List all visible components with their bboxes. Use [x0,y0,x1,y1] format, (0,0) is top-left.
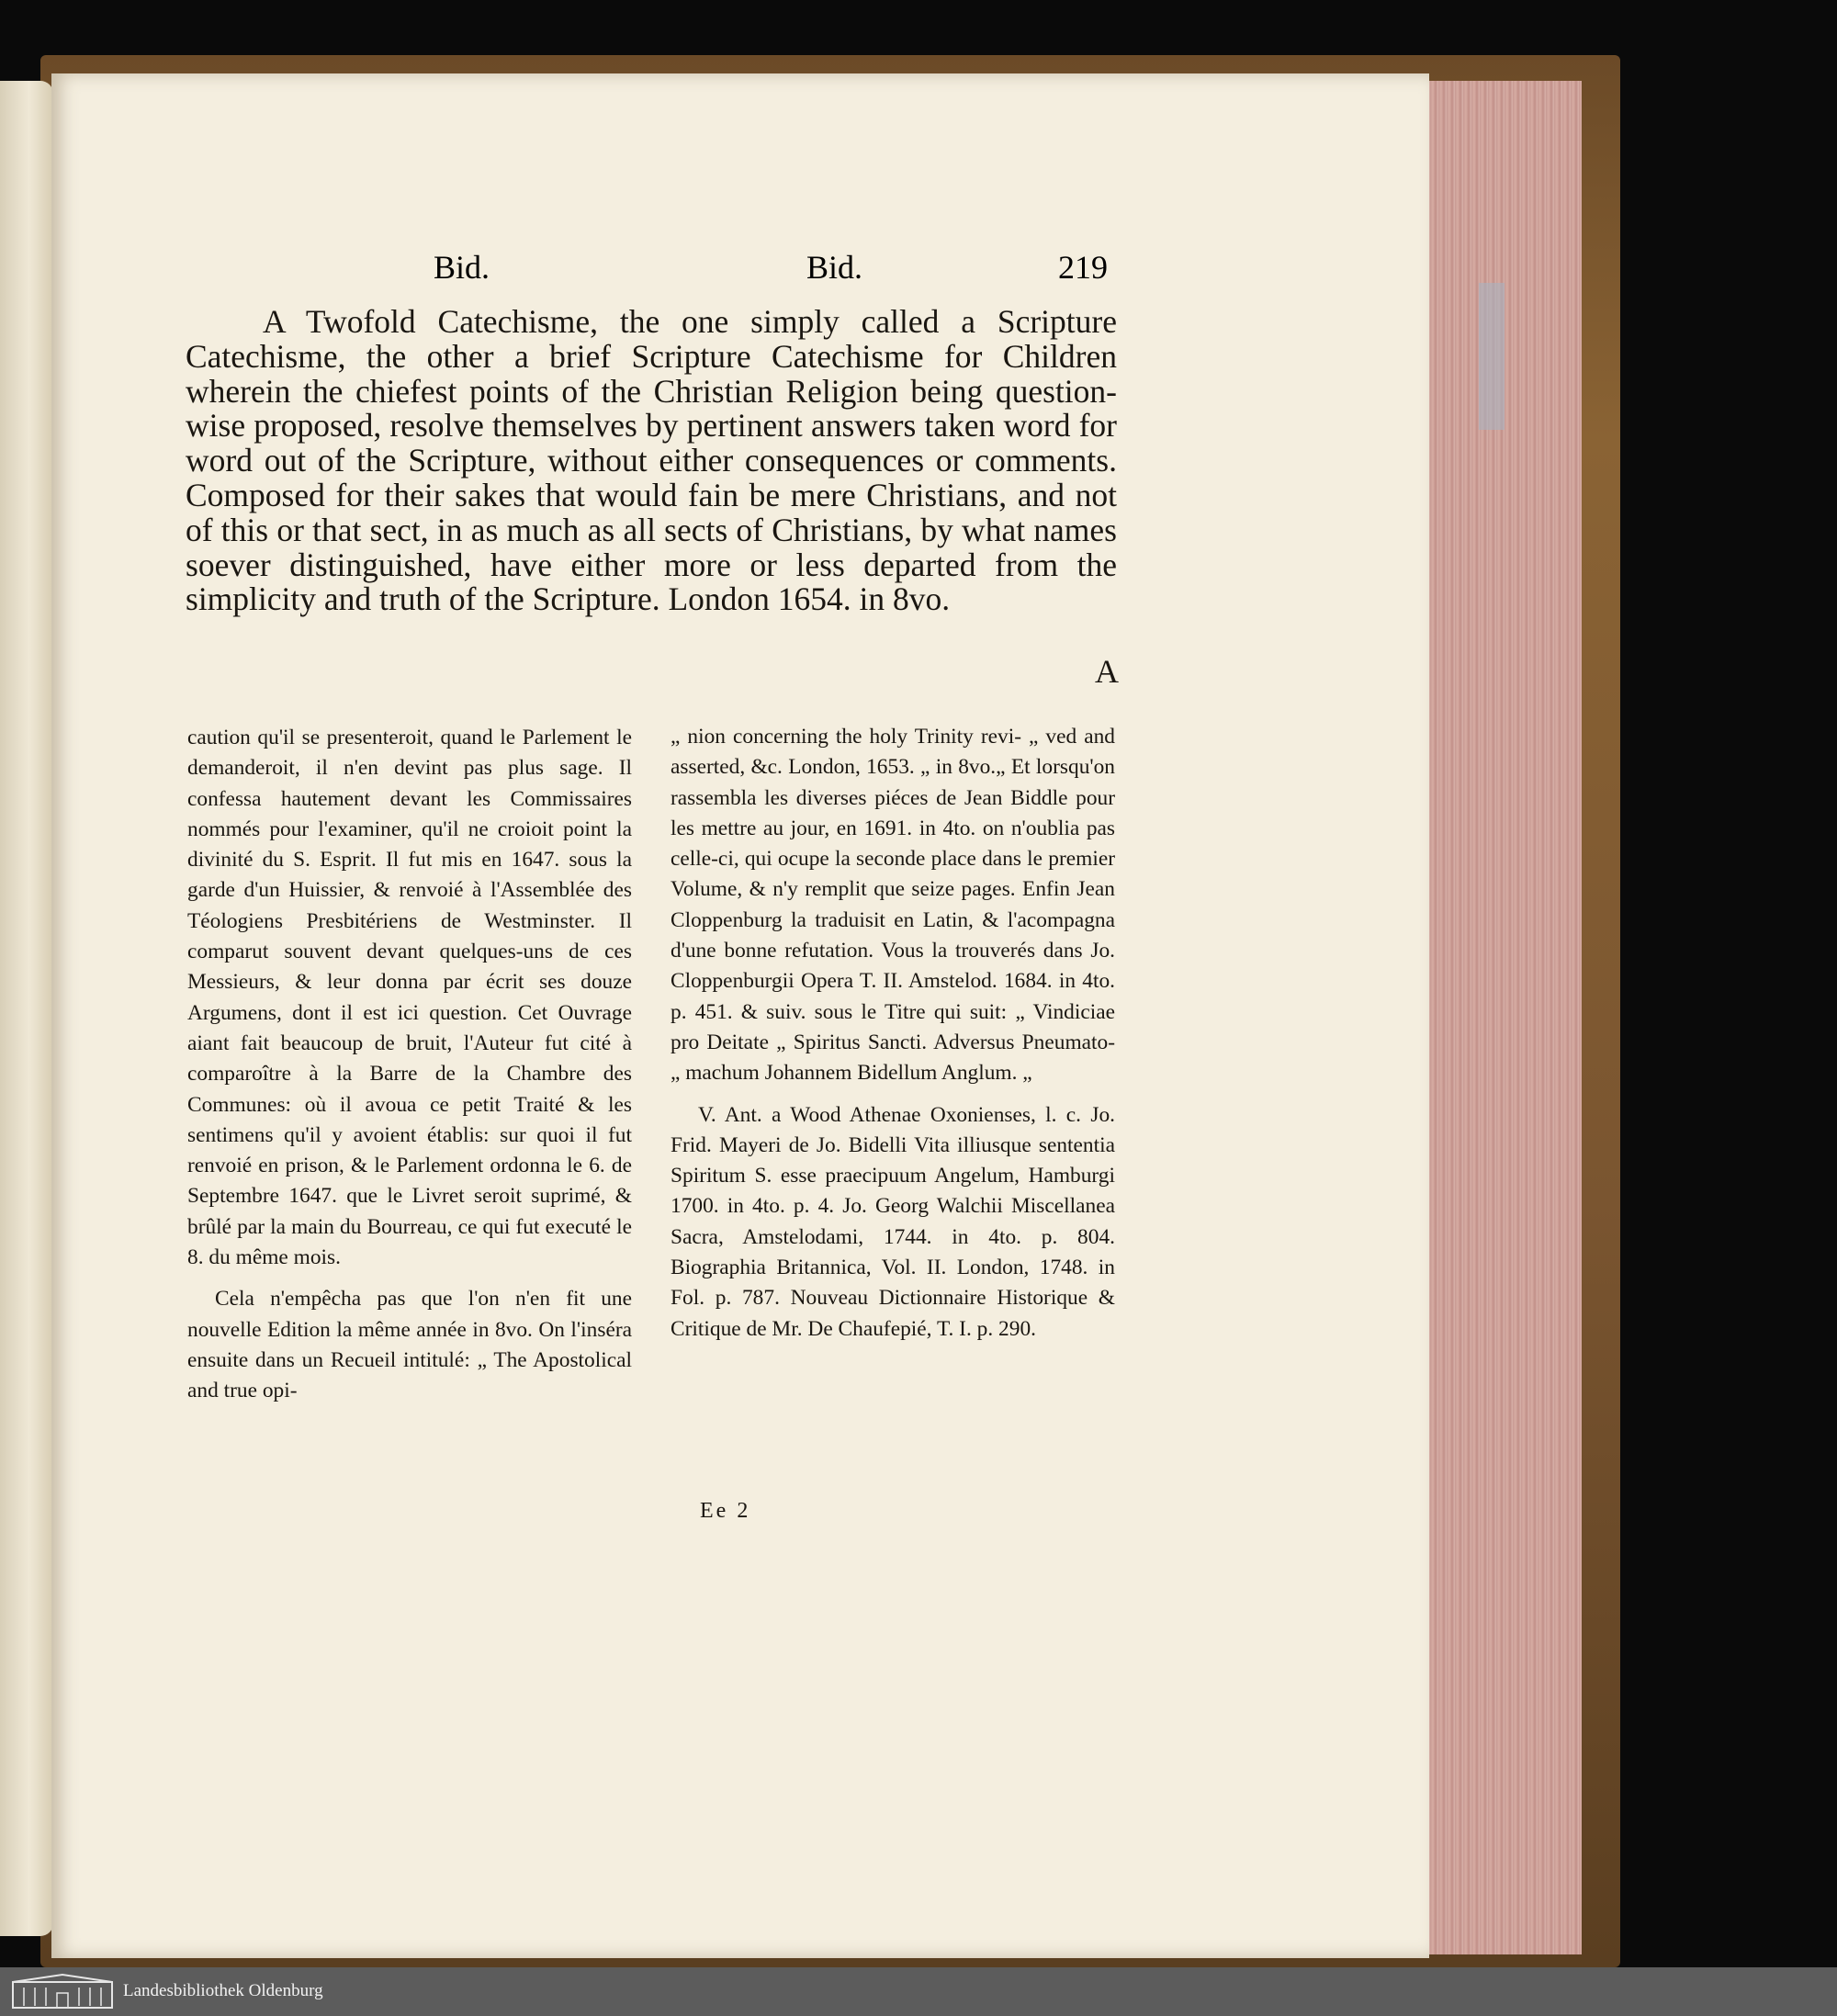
signature-mark: Ee 2 [700,1499,751,1523]
running-header-left: Bid. [434,249,490,286]
page-number: 219 [1058,249,1108,286]
running-header-center: Bid. [806,249,863,286]
library-name: Landesbibliothek Oldenburg [123,1981,323,2000]
library-building-icon [11,1973,114,2010]
right-column-paragraph: V. Ant. a Wood Athenae Oxonienses, l. c. Jo. Frid. Mayeri de Jo. Bidelli Vita illiusque sententia Spiritum S. esse praecipuum Angelum, Hamburgi 1700. in 4to. p. 4. Jo. Georg Walchii Miscellanea Sacra, Amstelodami, 1744. in 4to. p. 804. Biographia Britannica, Vol. II. London, 1748. in Fol. p. 787. Nouveau Dictionnaire Historique & Critique de Mr. De Chaufepié, T. I. p. 290. [671,1102,1115,1341]
title-paragraph: A Twofold Catechisme, the one simply called a Scripture Catechisme, the other a brief Scripture Catechisme for Children wherein the chiefest points of the Christian Religion being question-wise proposed, resolve themselves by pertinent answers taken word for word out of the Scripture, without either consequences or comments. Composed for their sakes that would fain be mere Christians, and not of this or that sect, in as much as all sects of Christians, by what names soever distinguished, have either more or less departed from the simplicity and truth of the Scripture. London 1654. in 8vo. [186,303,1117,618]
right-column [671,722,1115,1345]
page-edges [1422,81,1582,1954]
right-column-paragraph: „ nion concerning the holy Trinity revi- „ ved and asserted, &c. London, 1653. „ in 8vo.„ Et lorsqu'on rassembla les diverses piéces de Jean Biddle pour les mettre au jour, en 1691. in 4to. on n'oublia pas celle-ci, qui ocupe la seconde place dans le premier Volume, & n'y remplit que seize pages. Enfin Jean Cloppenburg la traduisit en Latin, & l'acompagna d'une bonne refutation. Vous la trouverés dans Jo. Cloppenburgii Opera T. II. Amstelod. 1684. in 4to. p. 451. & suiv. sous le Titre qui suit: „ Vindiciae pro Deitate „ Spiritus Sancti. Adversus Pneumato- „ machum Johannem Bidellum Anglum. „ [671,725,1115,1086]
left-column-paragraph: caution qu'il se presenteroit, quand le Parlement le demanderoit, il n'en devint pas plus sage. Il confessa hautement devant les Commissaires nommés pour l'examiner, qu'il ne croioit point la divinité du S. Esprit. Il fut mis en 1647. sous la garde d'un Huissier, & renvoié à l'Assemblée des Téologiens Presbitériens de Westminster. Il comparut souvent devant quelques-uns de ces Messieurs, & leur donna par écrit ses douze Argumens, dont il est ici question. Cet Ouvrage aiant fait beaucoup de bruit, l'Auteur fut cité à comparoître à la Barre de la Chambre des Communes: où il avoua ce petit Traité & les sentimens qu'il y avoient établis: sur quoi il fut renvoié en prison, & le Parlement ordonna le 6. de Septembre 1647. que le Livret seroit suprimé, & brûlé par la main du Bourreau, ce qui fut executé le 8. du même mois. [187,726,632,1270]
library-footer-bar [0,1967,1837,2016]
catchword: A [1095,653,1119,690]
facing-page-edge [0,81,53,1936]
left-column-paragraph: Cela n'empêcha pas que l'on n'en fit une nouvelle Edition la même année in 8vo. On l'inséra ensuite dans un Recueil intitulé: „ The Apostolical and true opi- [187,1287,632,1403]
left-column [187,723,632,1407]
